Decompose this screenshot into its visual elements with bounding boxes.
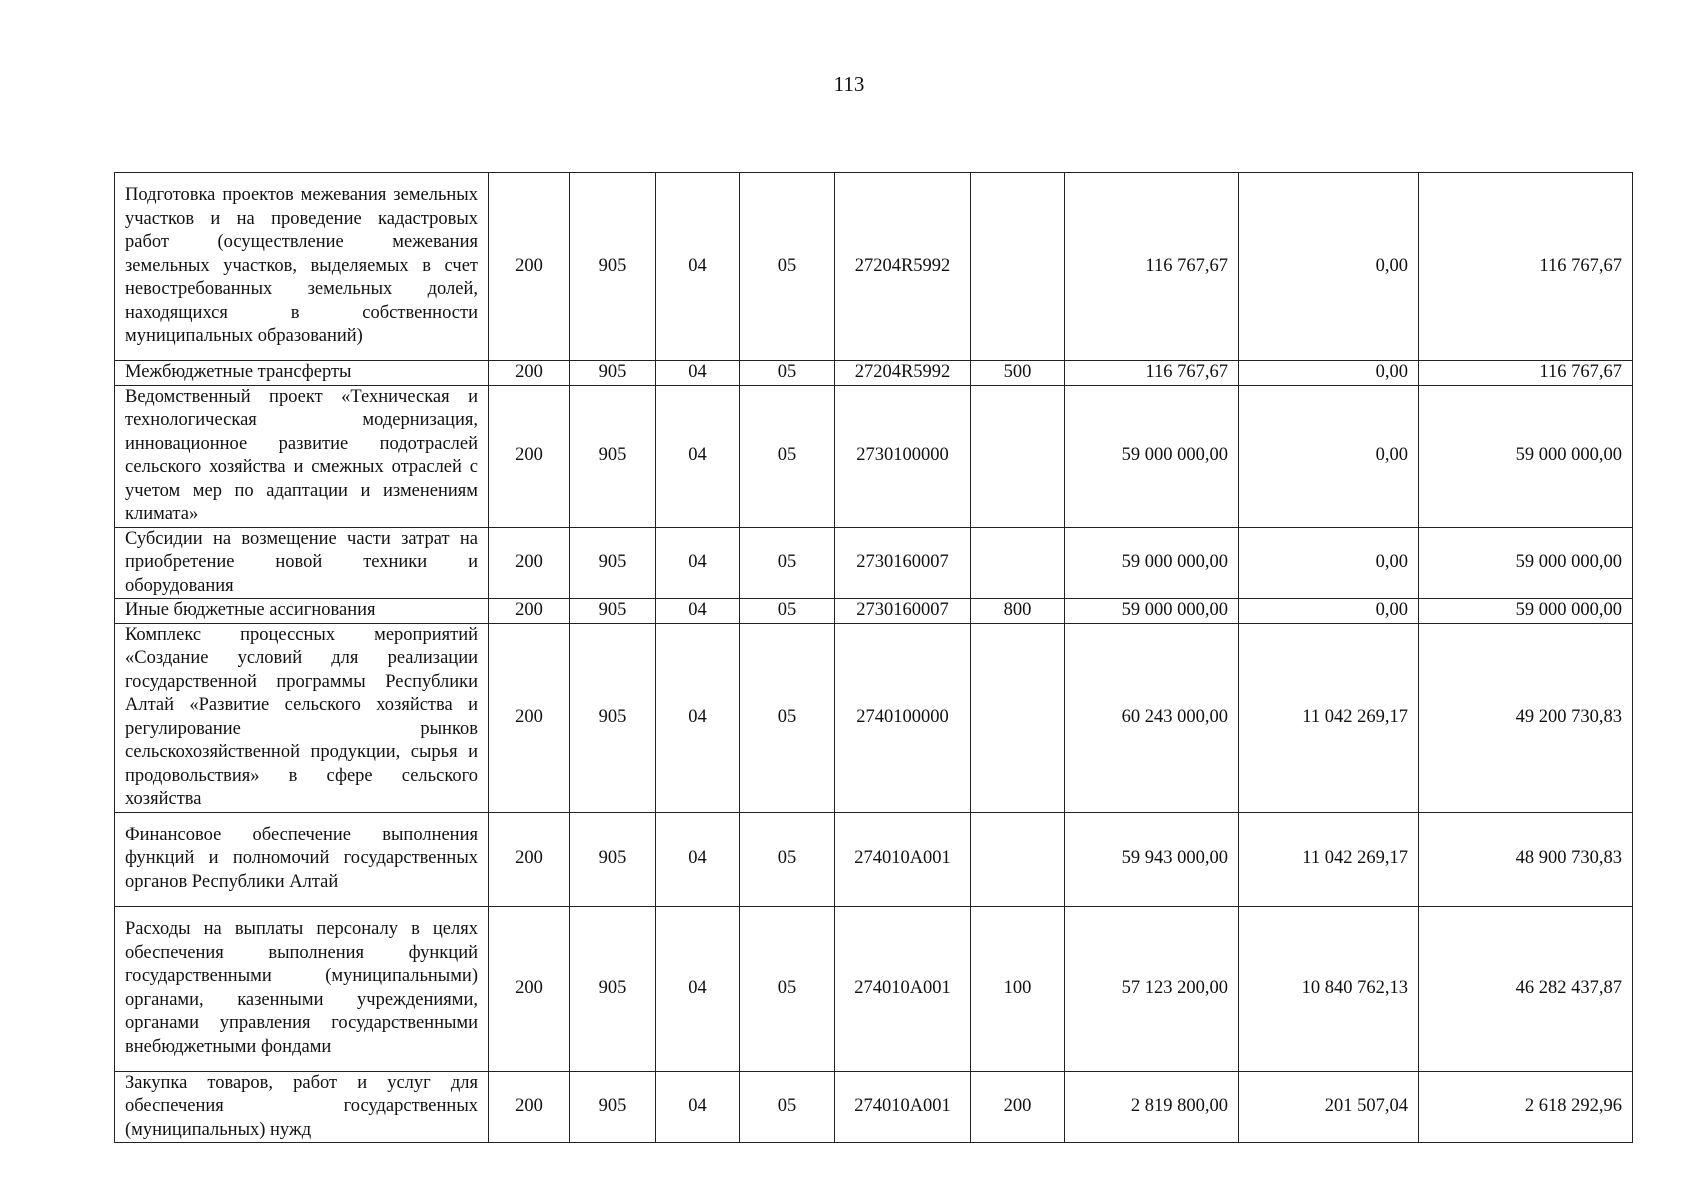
row-ministry-code: 905 xyxy=(570,385,656,527)
row-section-code: 04 xyxy=(656,1071,740,1143)
row-name: Субсидии на возмещение части затрат на приобретение новой техники и оборудования xyxy=(115,527,489,599)
row-ministry-code: 905 xyxy=(570,527,656,599)
table-row xyxy=(115,906,1633,1071)
row-value-1: 60 243 000,00 xyxy=(1065,623,1239,812)
row-expense-type: 500 xyxy=(971,361,1065,386)
row-name: Подготовка проектов межевания земельных участков и на проведение кадастровых работ (осуществление межевания земельных участков, выделяемых в счет невостребованных земельных долей, находящихся в собственности муниципальных образований) xyxy=(115,173,489,361)
table-row xyxy=(115,527,1633,599)
row-value-2: 0,00 xyxy=(1239,527,1419,599)
row-value-1: 57 123 200,00 xyxy=(1065,906,1239,1071)
row-value-2: 11 042 269,17 xyxy=(1239,623,1419,812)
row-code: 200 xyxy=(489,906,570,1071)
row-code: 200 xyxy=(489,173,570,361)
row-target-article: 274010А001 xyxy=(835,1071,971,1143)
row-ministry-code: 905 xyxy=(570,599,656,624)
row-value-2: 10 840 762,13 xyxy=(1239,906,1419,1071)
row-value-2: 0,00 xyxy=(1239,361,1419,386)
row-subsection-code: 05 xyxy=(740,527,835,599)
row-target-article: 274010А001 xyxy=(835,906,971,1071)
row-expense-type xyxy=(971,623,1065,812)
row-name: Межбюджетные трансферты xyxy=(115,361,489,386)
row-value-3: 46 282 437,87 xyxy=(1419,906,1633,1071)
row-value-3: 116 767,67 xyxy=(1419,361,1633,386)
row-expense-type xyxy=(971,173,1065,361)
row-target-article: 2730160007 xyxy=(835,527,971,599)
row-code: 200 xyxy=(489,812,570,906)
row-ministry-code: 905 xyxy=(570,1071,656,1143)
row-value-2: 0,00 xyxy=(1239,599,1419,624)
row-value-1: 59 000 000,00 xyxy=(1065,527,1239,599)
row-section-code: 04 xyxy=(656,527,740,599)
row-section-code: 04 xyxy=(656,173,740,361)
row-value-1: 2 819 800,00 xyxy=(1065,1071,1239,1143)
table-row xyxy=(115,1071,1633,1143)
table-row xyxy=(115,623,1633,812)
row-target-article: 27204R5992 xyxy=(835,361,971,386)
row-value-1: 59 943 000,00 xyxy=(1065,812,1239,906)
row-code: 200 xyxy=(489,1071,570,1143)
row-ministry-code: 905 xyxy=(570,812,656,906)
row-subsection-code: 05 xyxy=(740,906,835,1071)
row-subsection-code: 05 xyxy=(740,1071,835,1143)
table-row xyxy=(115,361,1633,386)
row-subsection-code: 05 xyxy=(740,361,835,386)
row-value-3: 59 000 000,00 xyxy=(1419,599,1633,624)
row-section-code: 04 xyxy=(656,623,740,812)
row-subsection-code: 05 xyxy=(740,623,835,812)
row-target-article: 2730160007 xyxy=(835,599,971,624)
row-value-2: 11 042 269,17 xyxy=(1239,812,1419,906)
row-section-code: 04 xyxy=(656,812,740,906)
table-row xyxy=(115,385,1633,527)
row-target-article: 274010А001 xyxy=(835,812,971,906)
row-value-2: 0,00 xyxy=(1239,173,1419,361)
row-name: Финансовое обеспечение выполнения функций и полномочий государственных органов Республики Алтай xyxy=(115,812,489,906)
row-name: Ведомственный проект «Техническая и технологическая модернизация, инновационное развитие подотраслей сельского хозяйства и смежных отраслей с учетом мер по адаптации и изменениям климата» xyxy=(115,385,489,527)
budget-table xyxy=(114,172,1633,1143)
row-ministry-code: 905 xyxy=(570,361,656,386)
row-expense-type: 100 xyxy=(971,906,1065,1071)
row-name: Иные бюджетные ассигнования xyxy=(115,599,489,624)
row-target-article: 2740100000 xyxy=(835,623,971,812)
table-row xyxy=(115,812,1633,906)
row-section-code: 04 xyxy=(656,385,740,527)
row-name: Закупка товаров, работ и услуг для обеспечения государственных (муниципальных) нужд xyxy=(115,1071,489,1143)
row-value-1: 59 000 000,00 xyxy=(1065,599,1239,624)
row-section-code: 04 xyxy=(656,906,740,1071)
page-number: 113 xyxy=(833,72,865,96)
row-value-1: 59 000 000,00 xyxy=(1065,385,1239,527)
table-row xyxy=(115,173,1633,361)
row-value-3: 59 000 000,00 xyxy=(1419,385,1633,527)
row-expense-type xyxy=(971,385,1065,527)
row-value-2: 201 507,04 xyxy=(1239,1071,1419,1143)
row-name: Расходы на выплаты персоналу в целях обеспечения выполнения функций государственными (муниципальными) органами, казенными учреждениями, органами управления государственными внебюджетными фондами xyxy=(115,906,489,1071)
row-value-2: 0,00 xyxy=(1239,385,1419,527)
row-value-1: 116 767,67 xyxy=(1065,361,1239,386)
row-ministry-code: 905 xyxy=(570,173,656,361)
row-value-3: 49 200 730,83 xyxy=(1419,623,1633,812)
row-value-3: 59 000 000,00 xyxy=(1419,527,1633,599)
row-code: 200 xyxy=(489,623,570,812)
row-target-article: 2730100000 xyxy=(835,385,971,527)
row-section-code: 04 xyxy=(656,361,740,386)
row-ministry-code: 905 xyxy=(570,906,656,1071)
row-subsection-code: 05 xyxy=(740,385,835,527)
row-section-code: 04 xyxy=(656,599,740,624)
row-subsection-code: 05 xyxy=(740,173,835,361)
row-subsection-code: 05 xyxy=(740,812,835,906)
row-expense-type xyxy=(971,527,1065,599)
row-target-article: 27204R5992 xyxy=(835,173,971,361)
row-expense-type xyxy=(971,812,1065,906)
row-value-3: 116 767,67 xyxy=(1419,173,1633,361)
row-expense-type: 200 xyxy=(971,1071,1065,1143)
row-code: 200 xyxy=(489,527,570,599)
row-ministry-code: 905 xyxy=(570,623,656,812)
row-expense-type: 800 xyxy=(971,599,1065,624)
row-code: 200 xyxy=(489,385,570,527)
row-name: Комплекс процессных мероприятий «Создание условий для реализации государственной программы Республики Алтай «Развитие сельского хозяйства и регулирование рынков сельскохозяйственной продукции, сырья и продовольствия» в сфере сельского хозяйства xyxy=(115,623,489,812)
row-code: 200 xyxy=(489,361,570,386)
row-value-3: 2 618 292,96 xyxy=(1419,1071,1633,1143)
table-row xyxy=(115,599,1633,624)
row-code: 200 xyxy=(489,599,570,624)
row-value-1: 116 767,67 xyxy=(1065,173,1239,361)
row-subsection-code: 05 xyxy=(740,599,835,624)
row-value-3: 48 900 730,83 xyxy=(1419,812,1633,906)
